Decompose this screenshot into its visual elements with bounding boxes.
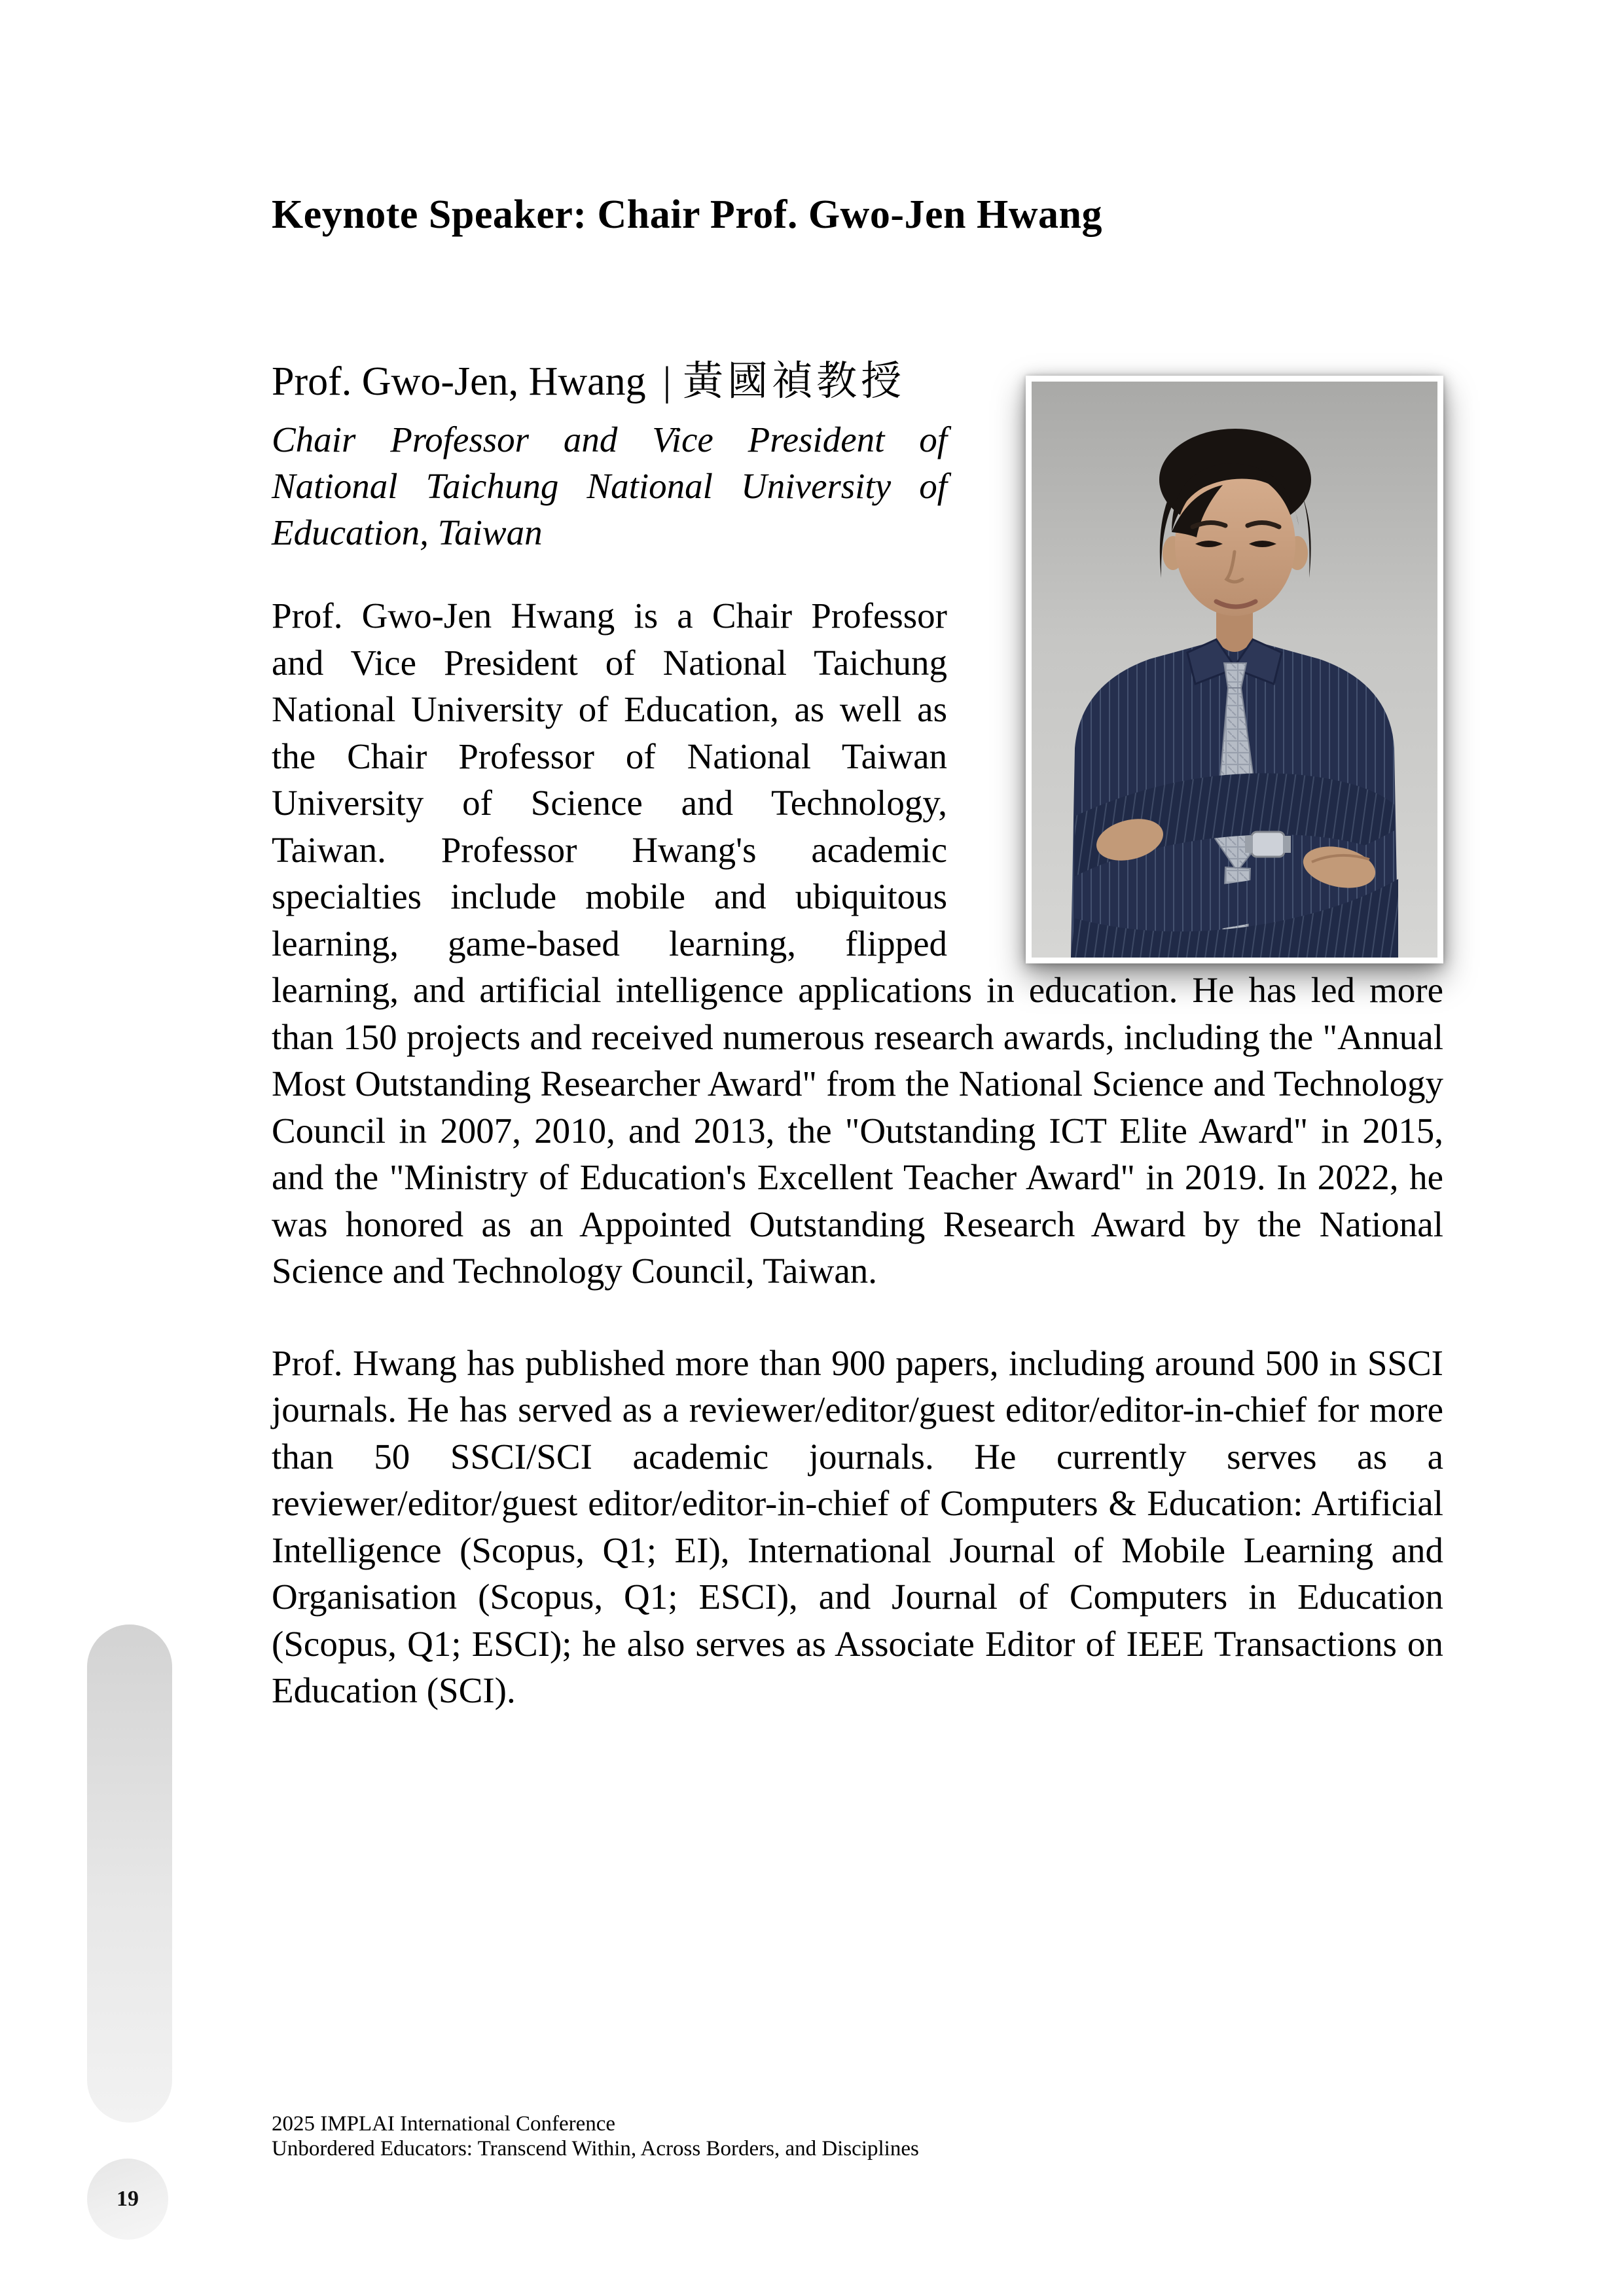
page-content	[272, 0, 1443, 1714]
speaker-name-zh: 黃國禎教授	[683, 359, 906, 404]
page-number: 19	[117, 2187, 139, 2211]
speaker-name	[272, 353, 1443, 410]
accent-capsule-bar	[87, 1624, 172, 2123]
bio-paragraph-1: Prof. Gwo-Jen Hwang is a Chair Professor and Vice President of National Taichung National University of Education, as well as the Chair Professor of National Taiwan University of Science and Technology, Taiwan. Professor Hwang's academic specialties include mobile and ubiquitous learning, game-based learning, flipped learning, and artificial intelligence applications in education. He has led more than 150 projects and received numerous research awards, including the "Annual Most Outstanding Researcher Award" from the National Science and Technology Council in 2007, 2010, and 2013, the "Outstanding ICT Elite Award" in 2015, and the "Ministry of Education's Excellent Teacher Award" in 2019. In 2022, he was honored as an Appointed Outstanding Research Award by the National Science and Technology Council, Taiwan.	[272, 596, 1443, 1291]
page-number-badge	[87, 2159, 168, 2240]
speaker-name-en: Prof. Gwo-Jen, Hwang	[272, 359, 646, 404]
portrait-illustration	[1032, 382, 1437, 958]
footer-theme-line: Unbordered Educators: Transcend Within, Across Borders, and Disciplines	[272, 2137, 919, 2161]
speaker-affiliation: Chair Professor and Vice President of National Taichung National University of Education, Taiwan	[272, 420, 947, 552]
page-title: Keynote Speaker: Chair Prof. Gwo-Jen Hwang	[272, 192, 1102, 237]
speaker-photo	[1026, 376, 1443, 963]
footer	[272, 2111, 919, 2161]
footer-conference-line: 2025 IMPLAI International Conference	[272, 2112, 616, 2136]
name-separator: |	[662, 359, 672, 404]
bio-paragraph-2: Prof. Hwang has published more than 900 papers, including around 500 in SSCI journals. He has served as a reviewer/editor/guest editor/editor-in-chief for more than 50 SSCI/SCI academic journals. He currently serves as a reviewer/editor/guest editor/editor-in-chief of Computers & Education: Artificial Intelligence (Scopus, Q1; EI), International Journal of Mobile Learning and Organisation (Scopus, Q1; ESCI), and Journal of Computers in Education (Scopus, Q1; ESCI); he also serves as Associate Editor of IEEE Transactions on Education (SCI).	[272, 1342, 1443, 1710]
